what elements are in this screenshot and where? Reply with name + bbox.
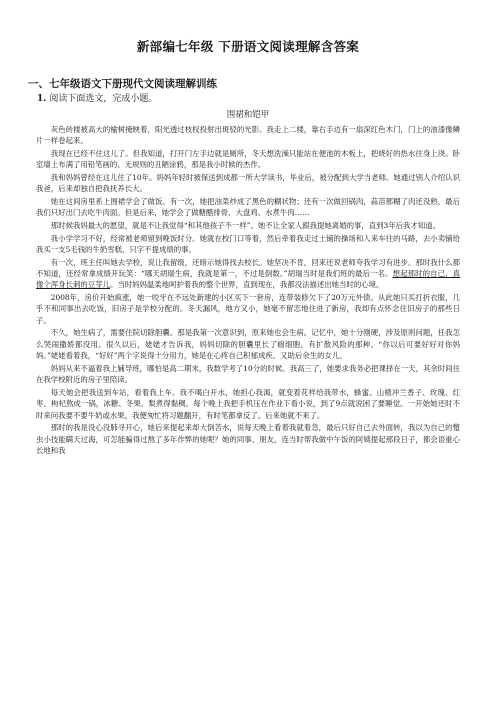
essay-paragraph: 妈妈从来不逼着我上辅导班，哪怕是高二期末，我数学考了10分的时候。我高三了，她要求我务必把课择在一天，其余时间住在我学校附近的房子里陪读。 — [36, 363, 460, 385]
essay-title: 围裙和铠甲 — [226, 110, 270, 120]
essay-paragraph: 有一次，班主任叫她去学校，说让我留级，还暗示她得找去校长。她坚决不肯，回来还说老师夸我学习有进步。那时我什么都不知道，还经常拿成绩开玩笑：“哪天胡瑞生病，我就是第一，不过是倒数。”胡瑞当时是我们班的最后一名。想起那时的自己，真像个浑身长刺的豆芽儿。当时妈妈温柔地呵护着我的整个世界，直到现在，我都没法描述出她当时的心境。 — [36, 257, 460, 290]
essay-paragraph: 我现在已经不住这儿了。但我知道，打开门左手边就是厕所，冬天想洗澡只能站在便池的木板上，把烧好的热水往身上浇。卧室墙上布满了用铅笔画的、无规则的丑陋涂鸦，那是我小时候的杰作。 — [36, 149, 460, 170]
essay-paragraph: 我和妈妈曾经在这儿住了10年。妈妈年轻时被保送到成都一所大学读书，毕业后，被分配到大学当老师。她通过别人介绍认识我爸，后来却独自把我抚养长大。 — [36, 173, 460, 194]
underlined-sentence: 想起那时的自己，真像个浑身长刺的豆芽儿 — [36, 269, 460, 290]
essay-paragraph: 2008年，房价开始疯涨，她一咬牙在不远处新建的小区买下一套房，连带装修欠下了20万元外债。从此她只买打折衣服，几乎不和同事出去吃饭，旧房子是学校分配的。冬天漏风，地方又小，她毫不留恋地住进了新房，我却有点怀念住旧房子的那些日子。 — [36, 293, 460, 325]
essay-body — [36, 124, 460, 458]
essay-paragraph: 那时候我妈最大的愿望，就是不让我觉得“和其他孩子不一样”。她不让全家人跟我提她离婚的事，直到3年后我才知道。 — [50, 221, 440, 230]
essay-paragraph: 她在这间房里系上围裙学会了做饭。有一次，她把油菜炒成了黑色的糊状物；还有一次做回锅肉，蒜苗都糊了肉还没熟，最后我们只好出门去吃牛肉面。但是后来，她学会了做糖醋排骨、大盘鸡、水煮牛肉…… — [36, 197, 460, 218]
essay-paragraph: 灰色砖楼被高大的榆树掩映着，阳光透过枝杈投射出斑驳的光影。我走上二楼，靠右手边有一扇深红色木门，门上的油漆像鳞片一样卷起来。 — [36, 125, 460, 146]
question-line — [37, 91, 157, 104]
essay-paragraph: 我小学学习不好，经常被老师留到晚饭时分。她就在校门口等着，然后牵着我走过土铺的操场和人来车往的马路，去小卖铺给我买一支5毛钱的牛奶雪糕，只字不提成绩的事。 — [36, 233, 460, 254]
question-text: 阅读下面选文，完成小题。 — [49, 94, 158, 104]
essay-paragraph: 不久，她生病了，需要住院切除胆囊。那是我第一次意识到，原来她也会生病。记忆中，她十分刚硬，涉及原则问题，任我怎么哭闹撒娇都没用。很久以后，姥姥才告诉我，妈妈切除的胆囊里长了痼细胞，有扩散风险的那种。“你以后可要好好对你妈妈。”姥姥看着我，“好好”两个字说得十分用力，她是在心疼自己积郁成疾、又助后余生的女儿。 — [36, 328, 460, 361]
document-title: 新部编七年级 下册语文阅读理解含答案 — [136, 39, 360, 54]
essay-paragraph: 那时的我是没心没肺寻开心，她后来提起来却大倒苦水，说每天晚上看着我就着急，最后只好自己去外面转，我以为自己的蹩虫小技能瞒天过海，可怎能骗得过熬了多年作弊的她呢？她的同事、朋友，连当时帮我做中午饭的阿姨提起那段日子，都会语重心长地和我 — [36, 423, 460, 456]
section-heading: 一、七年级语文下册现代文阅读理解训练 — [28, 78, 217, 90]
question-number: 1. — [37, 94, 47, 104]
essay-paragraph: 每天她会把我送到车站，看着我上车。我不喝白开水，她担心我渴，就变着花样给我带水，蜂蜜、山楂冲兰香子、玫瑰、红枣、枸杞熬成一锅，冰糖、冬果、梨煮得黏稠。每个晚上我把手机压在作业下看小说，到了9点就说困了要睡觉。一开始她还时不时来问我要不要牛奶或水果，我便匆忙将习题翻开，有时笔都拿反了。后来她就不来了。 — [36, 387, 460, 420]
